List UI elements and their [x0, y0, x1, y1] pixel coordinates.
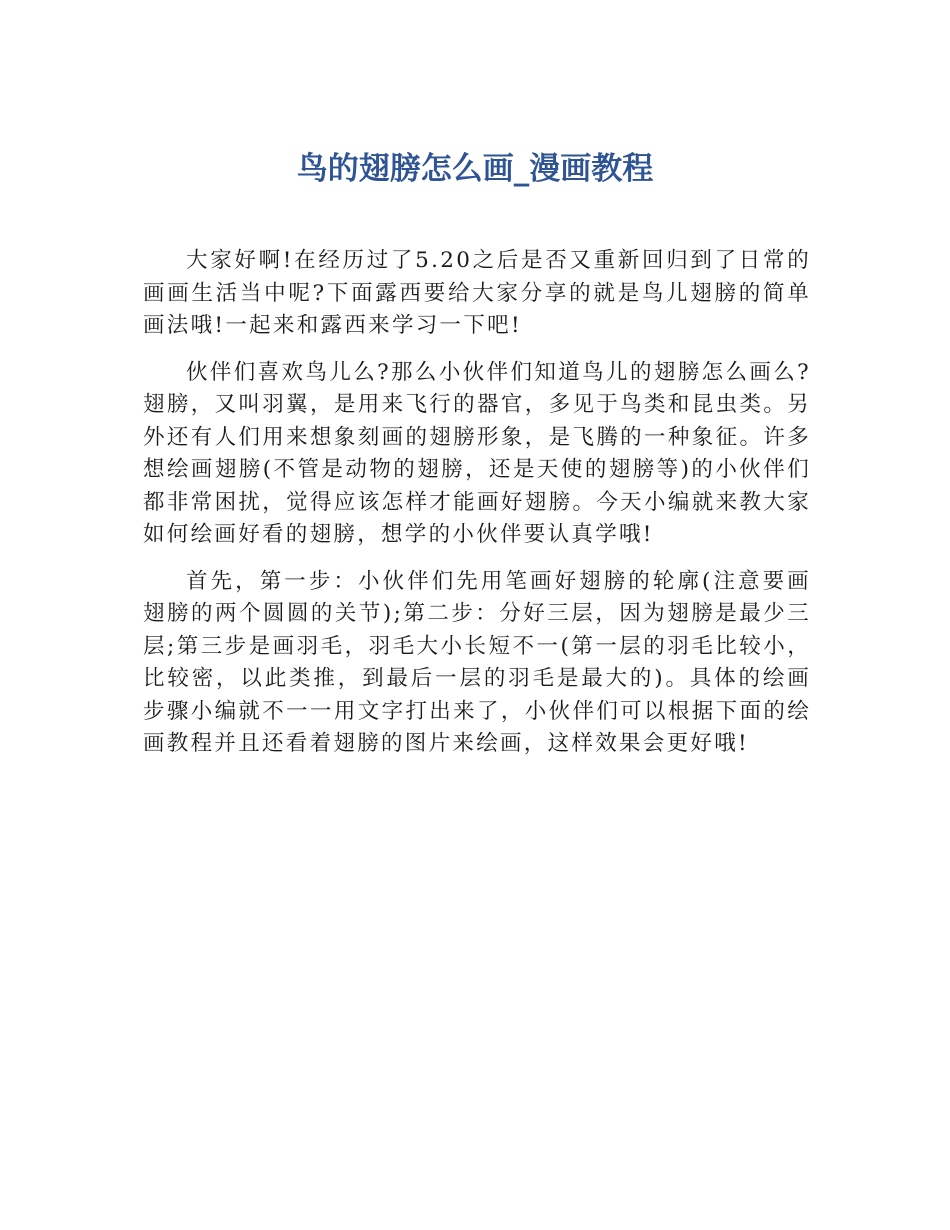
paragraph-drawing-steps: 首先，第一步：小伙伴们先用笔画好翅膀的轮廓(注意要画翅膀的两个圆圆的关节);第二步：分好三层，因为翅膀是最少三层;第三步是画羽毛，羽毛大小长短不一(第一层的羽毛比较小，比较密，以此类推，到最后一层的羽毛是最大的)。具体的绘画步骤小编就不一一用文字打出来了，小伙伴们可以根据下面的绘画教程并且还看着翅膀的图片来绘画，这样效果会更好哦! — [143, 568, 811, 756]
document-body — [143, 245, 811, 775]
paragraph-intro: 大家好啊!在经历过了5.20之后是否又重新回归到了日常的画画生活当中呢?下面露西要给大家分享的就是鸟儿翅膀的简单画法哦!一起来和露西来学习一下吧! — [143, 248, 811, 338]
document-title: 鸟的翅膀怎么画_漫画教程 — [296, 151, 654, 187]
paragraph-about-wings: 伙伴们喜欢鸟儿么?那么小伙伴们知道鸟儿的翅膀怎么画么?翅膀，又叫羽翼，是用来飞行的器官，多见于鸟类和昆虫类。另外还有人们用来想象刻画的翅膀形象，是飞腾的一种象征。许多想绘画翅膀(不管是动物的翅膀，还是天使的翅膀等)的小伙伴们都非常困扰，觉得应该怎样才能画好翅膀。今天小编就来教大家如何绘画好看的翅膀，想学的小伙伴要认真学哦! — [143, 359, 811, 547]
